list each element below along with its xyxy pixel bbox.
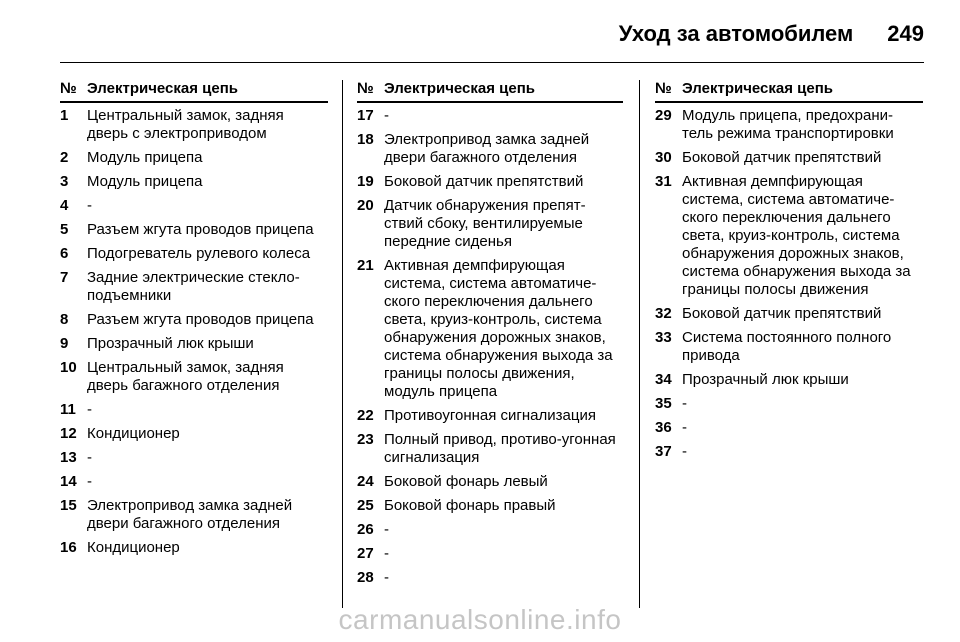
table-row — [655, 329, 923, 365]
page-number: 249 — [887, 21, 924, 46]
column-divider — [639, 80, 640, 608]
circuit-description: Кондиционер — [87, 425, 180, 442]
fuse-number: 32 — [655, 305, 672, 322]
fuse-table-column-1 — [60, 80, 328, 563]
watermark-text: carmanualsonline.info — [338, 604, 622, 635]
table-row — [60, 473, 328, 491]
table-row — [60, 221, 328, 239]
fuse-number: 8 — [60, 311, 69, 328]
fuse-number: 10 — [60, 359, 77, 376]
fuse-number: 6 — [60, 245, 69, 262]
table-header — [655, 80, 923, 103]
table-row — [60, 197, 328, 215]
fuse-number: 33 — [655, 329, 672, 346]
fuse-number: 25 — [357, 497, 374, 514]
fuse-number: 15 — [60, 497, 77, 514]
table-row — [60, 269, 328, 305]
circuit-description: Боковой фонарь левый — [384, 473, 548, 490]
fuse-number: 22 — [357, 407, 374, 424]
table-row — [60, 149, 328, 167]
circuit-description: Разъем жгута проводов прицепа — [87, 221, 314, 238]
table-row — [655, 443, 923, 461]
circuit-description: Центральный замок, задняя дверь багажного отделения — [87, 359, 284, 394]
table-row — [357, 545, 623, 563]
circuit-description: Боковой датчик препятствий — [682, 149, 882, 166]
circuit-description: - — [87, 401, 92, 418]
fuse-number: 29 — [655, 107, 672, 124]
fuse-number: 3 — [60, 173, 69, 190]
table-row — [655, 173, 923, 299]
circuit-description: - — [682, 395, 687, 412]
circuit-description: Датчик обнаружения препят-ствий сбоку, вентилируемые передние сиденья — [384, 197, 586, 250]
circuit-description: Электропривод замка задней двери багажного отделения — [384, 131, 590, 166]
header-circuit-label: Электрическая цепь — [87, 80, 239, 97]
fuse-number: 16 — [60, 539, 77, 556]
circuit-description: Боковой фонарь правый — [384, 497, 556, 514]
table-row — [60, 425, 328, 443]
fuse-table-column-3 — [655, 80, 923, 467]
fuse-number: 2 — [60, 149, 69, 166]
header-number-label: № — [357, 80, 374, 97]
fuse-number: 20 — [357, 197, 374, 214]
table-row — [60, 401, 328, 419]
header-number-label: № — [655, 80, 672, 97]
table-row — [357, 173, 623, 191]
fuse-number: 21 — [357, 257, 374, 274]
fuse-number: 18 — [357, 131, 374, 148]
circuit-description: Разъем жгута проводов прицепа — [87, 311, 314, 328]
fuse-number: 17 — [357, 107, 374, 124]
fuse-number: 31 — [655, 173, 672, 190]
fuse-number: 37 — [655, 443, 672, 460]
circuit-description: Модуль прицепа — [87, 173, 203, 190]
fuse-number: 30 — [655, 149, 672, 166]
table-row — [60, 449, 328, 467]
fuse-number: 9 — [60, 335, 69, 352]
table-row — [655, 107, 923, 143]
page-title: Уход за автомобилем — [618, 21, 854, 46]
table-row — [655, 419, 923, 437]
table-row — [655, 371, 923, 389]
table-row — [60, 335, 328, 353]
table-row — [357, 431, 623, 467]
table-row — [357, 569, 623, 587]
fuse-number: 14 — [60, 473, 77, 490]
circuit-description: Боковой датчик препятствий — [384, 173, 584, 190]
table-row — [60, 311, 328, 329]
table-row — [60, 497, 328, 533]
table-row — [357, 497, 623, 515]
fuse-number: 36 — [655, 419, 672, 436]
table-row — [357, 521, 623, 539]
table-header — [357, 80, 623, 103]
table-row — [655, 305, 923, 323]
fuse-number: 35 — [655, 395, 672, 412]
header-divider — [60, 62, 924, 63]
fuse-table-column-2 — [357, 80, 623, 593]
column-divider — [342, 80, 343, 608]
fuse-number: 23 — [357, 431, 374, 448]
table-row — [655, 149, 923, 167]
circuit-description: - — [87, 197, 92, 214]
table-row — [60, 107, 328, 143]
circuit-description: Модуль прицепа, предохрани-тель режима транспортировки — [682, 107, 894, 142]
table-row — [357, 473, 623, 491]
circuit-description: Активная демпфирующая система, система автоматиче-ского переключения дальнего света, круиз-контроль, система обнаружения дорожных знаков, система обнаружения выхода за границы полосы движения — [682, 173, 911, 298]
table-header — [60, 80, 328, 103]
table-row — [655, 395, 923, 413]
fuse-number: 19 — [357, 173, 374, 190]
circuit-description: - — [384, 569, 389, 586]
table-row — [60, 245, 328, 263]
circuit-description: - — [384, 107, 389, 124]
circuit-description: Прозрачный люк крыши — [682, 371, 849, 388]
circuit-description: - — [682, 443, 687, 460]
circuit-description: Задние электрические стекло-подъемники — [87, 269, 300, 304]
table-row — [60, 359, 328, 395]
table-row — [357, 257, 623, 401]
circuit-description: - — [87, 473, 92, 490]
circuit-description: Подогреватель рулевого колеса — [87, 245, 311, 262]
table-row — [60, 539, 328, 557]
fuse-number: 12 — [60, 425, 77, 442]
fuse-number: 24 — [357, 473, 374, 490]
table-row — [357, 131, 623, 167]
circuit-description: Центральный замок, задняя дверь с электроприводом — [87, 107, 284, 142]
circuit-description: - — [87, 449, 92, 466]
circuit-description: Система постоянного полного привода — [682, 329, 892, 364]
fuse-number: 5 — [60, 221, 69, 238]
header-number-label: № — [60, 80, 77, 97]
fuse-number: 26 — [357, 521, 374, 538]
header-circuit-label: Электрическая цепь — [384, 80, 536, 97]
circuit-description: Электропривод замка задней двери багажного отделения — [87, 497, 293, 532]
fuse-number: 1 — [60, 107, 69, 124]
circuit-description: - — [384, 545, 389, 562]
table-row — [60, 173, 328, 191]
fuse-number: 11 — [60, 401, 76, 418]
circuit-description: Прозрачный люк крыши — [87, 335, 254, 352]
circuit-description: Модуль прицепа — [87, 149, 203, 166]
page-header — [60, 14, 924, 54]
table-row — [357, 407, 623, 425]
circuit-description: Противоугонная сигнализация — [384, 407, 596, 424]
fuse-number: 27 — [357, 545, 374, 562]
fuse-number: 28 — [357, 569, 374, 586]
circuit-description: - — [384, 521, 389, 538]
table-row — [357, 107, 623, 125]
header-circuit-label: Электрическая цепь — [682, 80, 834, 97]
fuse-number: 13 — [60, 449, 77, 466]
circuit-description: Полный привод, противо-угонная сигнализация — [384, 431, 616, 466]
fuse-number: 4 — [60, 197, 69, 214]
table-row — [357, 197, 623, 251]
fuse-number: 7 — [60, 269, 69, 286]
circuit-description: - — [682, 419, 687, 436]
circuit-description: Активная демпфирующая система, система автоматиче-ского переключения дальнего света, круиз-контроль, система обнаружения дорожных знаков, система обнаружения выхода за границы полосы движения, модуль прицепа — [384, 257, 613, 400]
fuse-number: 34 — [655, 371, 672, 388]
circuit-description: Кондиционер — [87, 539, 180, 556]
circuit-description: Боковой датчик препятствий — [682, 305, 882, 322]
